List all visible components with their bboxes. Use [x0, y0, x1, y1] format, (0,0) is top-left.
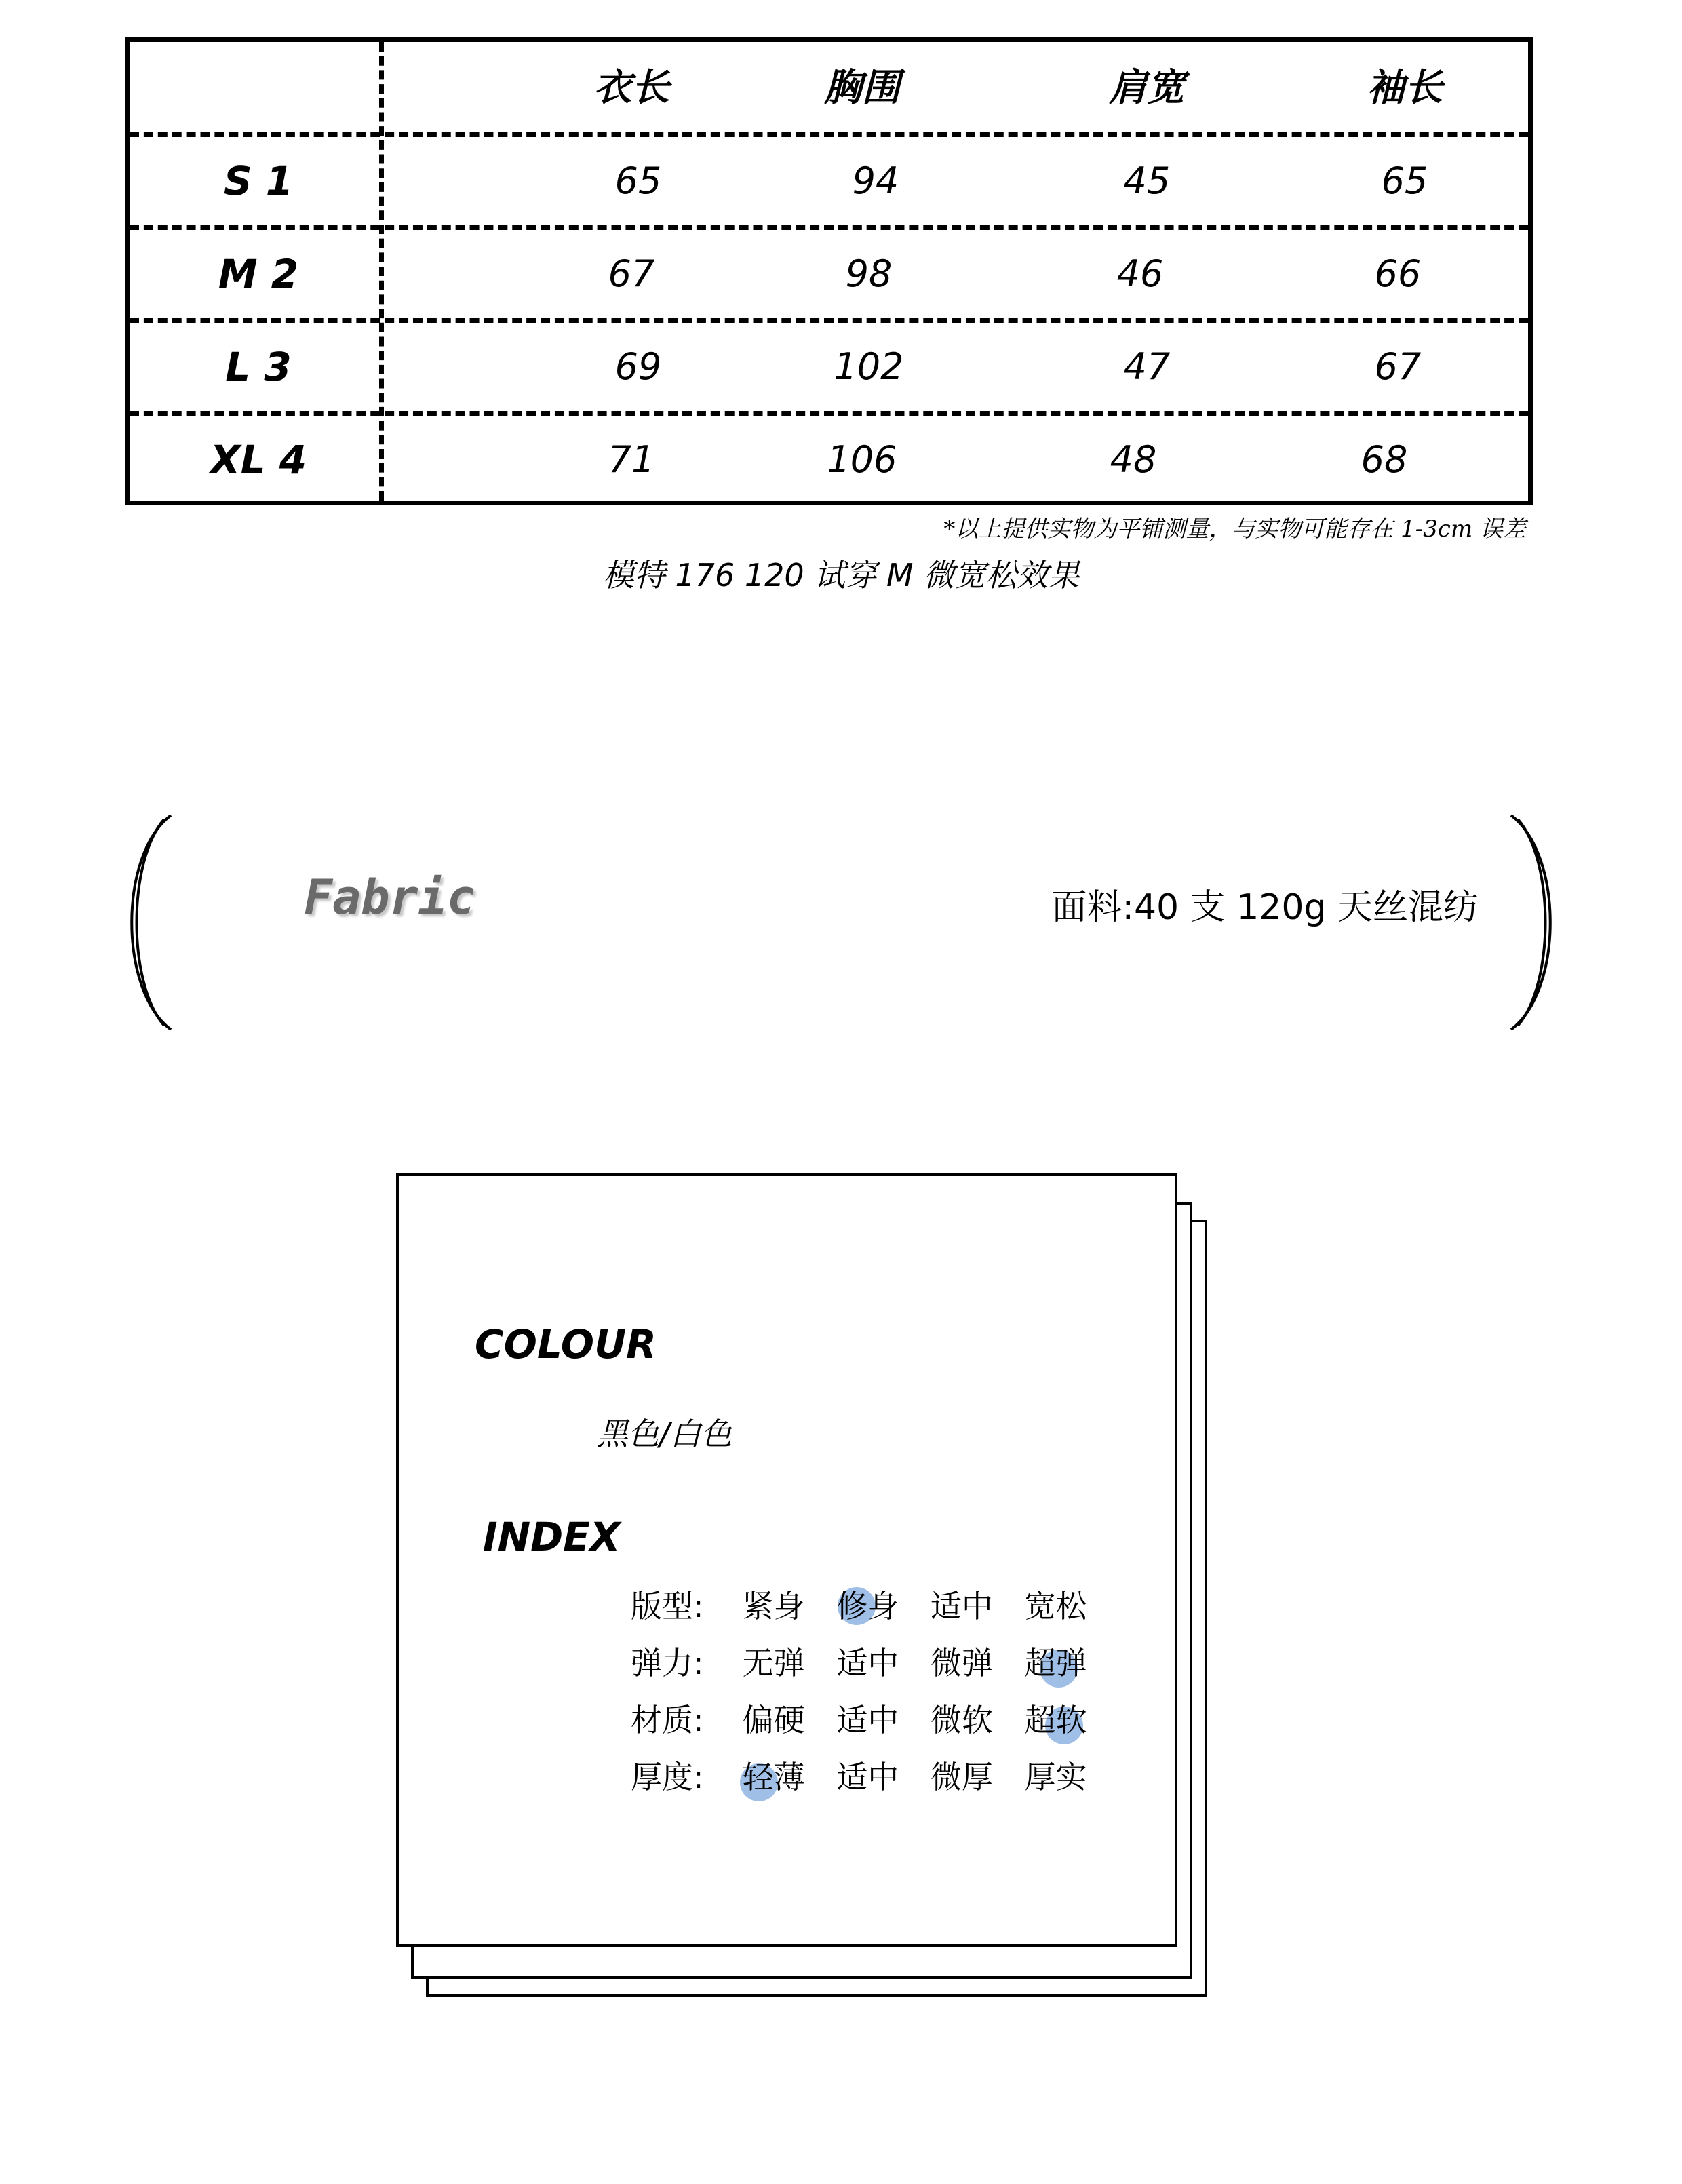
fabric-label: Fabric	[304, 870, 475, 925]
index-option: 微软	[930, 1702, 993, 1738]
index-option: 无弹	[742, 1645, 805, 1681]
table-cell: 67	[1374, 345, 1422, 388]
index-label: 材质:	[631, 1702, 704, 1738]
index-row-fit	[631, 1586, 1109, 1626]
index-option-selected: 超弹	[1025, 1643, 1109, 1683]
size-table	[125, 37, 1533, 505]
size-label: S 1	[223, 158, 294, 204]
model-info: 模特 176 120 试穿 M 微宽松效果	[602, 557, 1080, 593]
index-title: INDEX	[483, 1514, 621, 1560]
measurement-note: *以上提供实物为平铺测量，与实物可能存在 1-3cm 误差	[943, 515, 1526, 543]
index-option: 宽松	[1024, 1588, 1087, 1624]
size-label: XL 4	[210, 437, 307, 483]
index-row-material	[631, 1700, 1109, 1740]
table-cell: 46	[1116, 252, 1164, 295]
index-option-selected: 轻薄	[743, 1757, 827, 1797]
table-cell: 69	[614, 345, 662, 388]
size-label: L 3	[225, 344, 292, 390]
table-cell: 94	[852, 159, 899, 202]
index-option: 适中	[836, 1759, 899, 1795]
fabric-composition: 面料:40 支 120g 天丝混纺	[1051, 887, 1479, 928]
header-sleeve: 袖长	[1367, 66, 1443, 110]
index-label: 版型:	[631, 1588, 704, 1624]
index-option: 适中	[836, 1645, 899, 1681]
size-label: M 2	[218, 251, 299, 297]
colour-value: 黑色/白色	[597, 1416, 732, 1452]
index-row-thickness	[631, 1757, 1109, 1797]
index-label: 厚度:	[631, 1759, 704, 1795]
index-option: 偏硬	[742, 1702, 805, 1738]
index-option: 厚实	[1024, 1759, 1087, 1795]
index-row-elasticity	[631, 1643, 1109, 1683]
table-cell: 71	[608, 438, 655, 481]
table-cell: 66	[1374, 252, 1422, 295]
table-cell: 102	[834, 345, 904, 388]
table-cell: 45	[1123, 159, 1171, 202]
index-option-selected: 修身	[836, 1588, 899, 1624]
header-chest: 胸围	[824, 66, 900, 110]
table-cell: 65	[1381, 159, 1428, 202]
card-front-sheet	[396, 1173, 1177, 1947]
index-option: 适中	[930, 1588, 993, 1624]
table-cell: 48	[1110, 438, 1157, 481]
table-cell: 106	[827, 438, 897, 481]
table-cell: 68	[1361, 438, 1408, 481]
index-option: 微弹	[930, 1645, 993, 1681]
colour-title: COLOUR	[475, 1321, 657, 1367]
index-option: 微厚	[930, 1759, 993, 1795]
table-cell: 65	[614, 159, 662, 202]
index-label: 弹力:	[631, 1645, 704, 1681]
table-cell: 98	[845, 252, 893, 295]
table-cell: 47	[1123, 345, 1171, 388]
table-cell: 67	[608, 252, 655, 295]
header-length: 衣长	[593, 66, 669, 110]
index-option: 紧身	[742, 1588, 805, 1624]
left-bracket-icon	[129, 814, 183, 1031]
right-bracket-icon	[1499, 814, 1553, 1031]
index-option-selected: 超软	[1025, 1700, 1109, 1740]
index-option: 适中	[836, 1702, 899, 1738]
header-shoulder: 肩宽	[1109, 66, 1185, 110]
